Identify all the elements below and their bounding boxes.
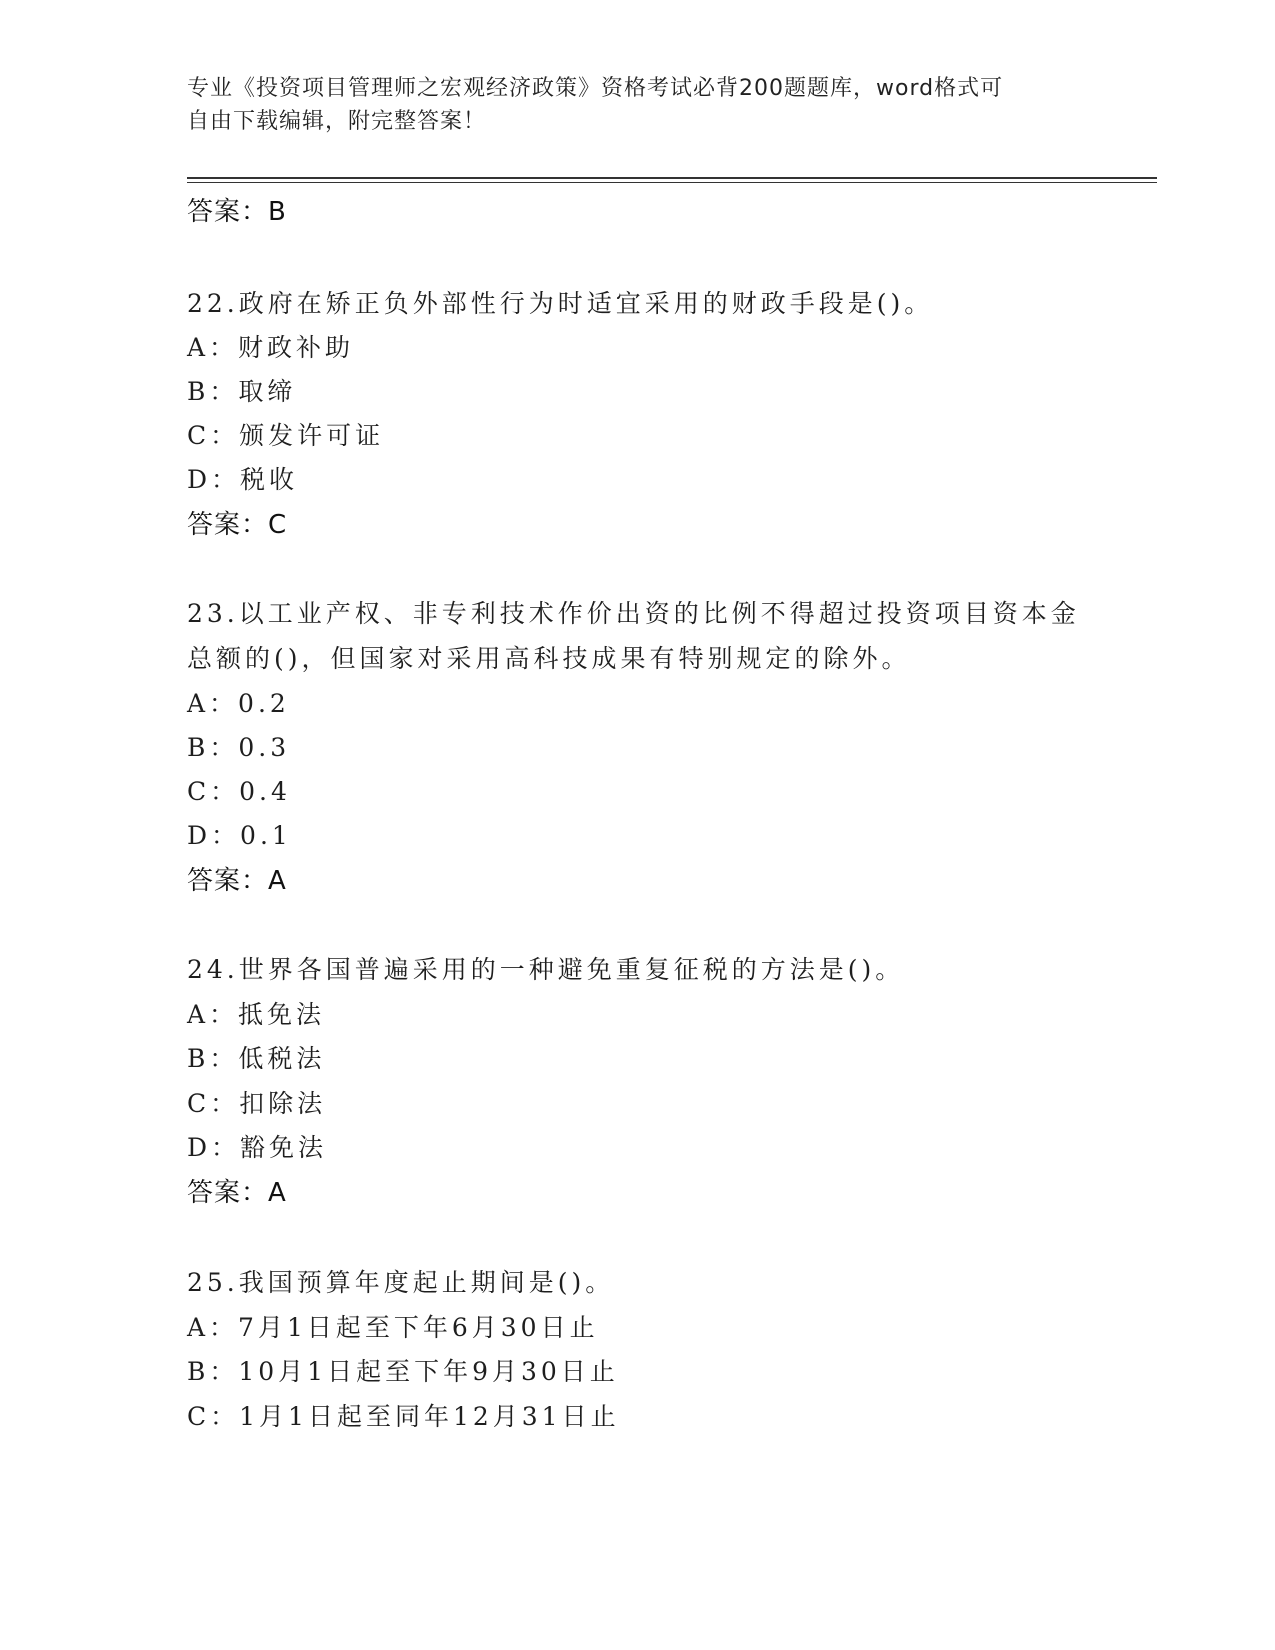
question-24-option-b: B：低税法 [187, 1044, 326, 1073]
question-23-stem-line-1: 23.以工业产权、非专利技术作价出资的比例不得超过投资项目资本金 [187, 599, 1080, 628]
question-24-option-c: C：扣除法 [187, 1089, 327, 1118]
question-25-option-a: A：7月1日起至下年6月30日止 [187, 1313, 599, 1342]
question-23-option-a: A：0.2 [187, 689, 290, 718]
question-22-option-b: B：取缔 [187, 377, 297, 406]
question-25-stem: 25.我国预算年度起止期间是()。 [187, 1268, 615, 1297]
question-23-option-c: C：0.4 [187, 777, 291, 806]
document-header [187, 72, 1067, 138]
question-22-option-c: C：颁发许可证 [187, 421, 385, 450]
question-23-option-b: B：0.3 [187, 733, 291, 762]
question-23-option-d: D：0.1 [187, 821, 292, 850]
question-24-option-d: D：豁免法 [187, 1133, 328, 1162]
question-24-option-a: A：抵免法 [187, 1000, 326, 1029]
header-divider-thick [187, 177, 1157, 179]
question-25-option-b: B：10月1日起至下年9月30日止 [187, 1357, 619, 1386]
previous-answer: 答案：B [187, 197, 287, 227]
question-23-answer: 答案：A [187, 866, 287, 896]
question-25-option-c: C：1月1日起至同年12月31日止 [187, 1402, 620, 1431]
question-22-option-d: D：税收 [187, 465, 299, 494]
question-24-stem: 24.世界各国普遍采用的一种避免重复征税的方法是()。 [187, 955, 905, 984]
question-22-stem: 22.政府在矫正负外部性行为时适宜采用的财政手段是()。 [187, 289, 934, 318]
header-line-1: 专业《投资项目管理师之宏观经济政策》资格考试必背200题题库，word格式可 [187, 76, 1004, 101]
question-22-answer: 答案：C [187, 510, 288, 540]
question-22-option-a: A：财政补助 [187, 333, 355, 362]
question-23-stem-line-2: 总额的()，但国家对采用高科技成果有特别规定的除外。 [187, 644, 911, 673]
question-24-answer: 答案：A [187, 1178, 287, 1208]
header-line-2: 自由下载编辑，附完整答案！ [187, 109, 487, 134]
header-divider-thin [187, 182, 1157, 183]
